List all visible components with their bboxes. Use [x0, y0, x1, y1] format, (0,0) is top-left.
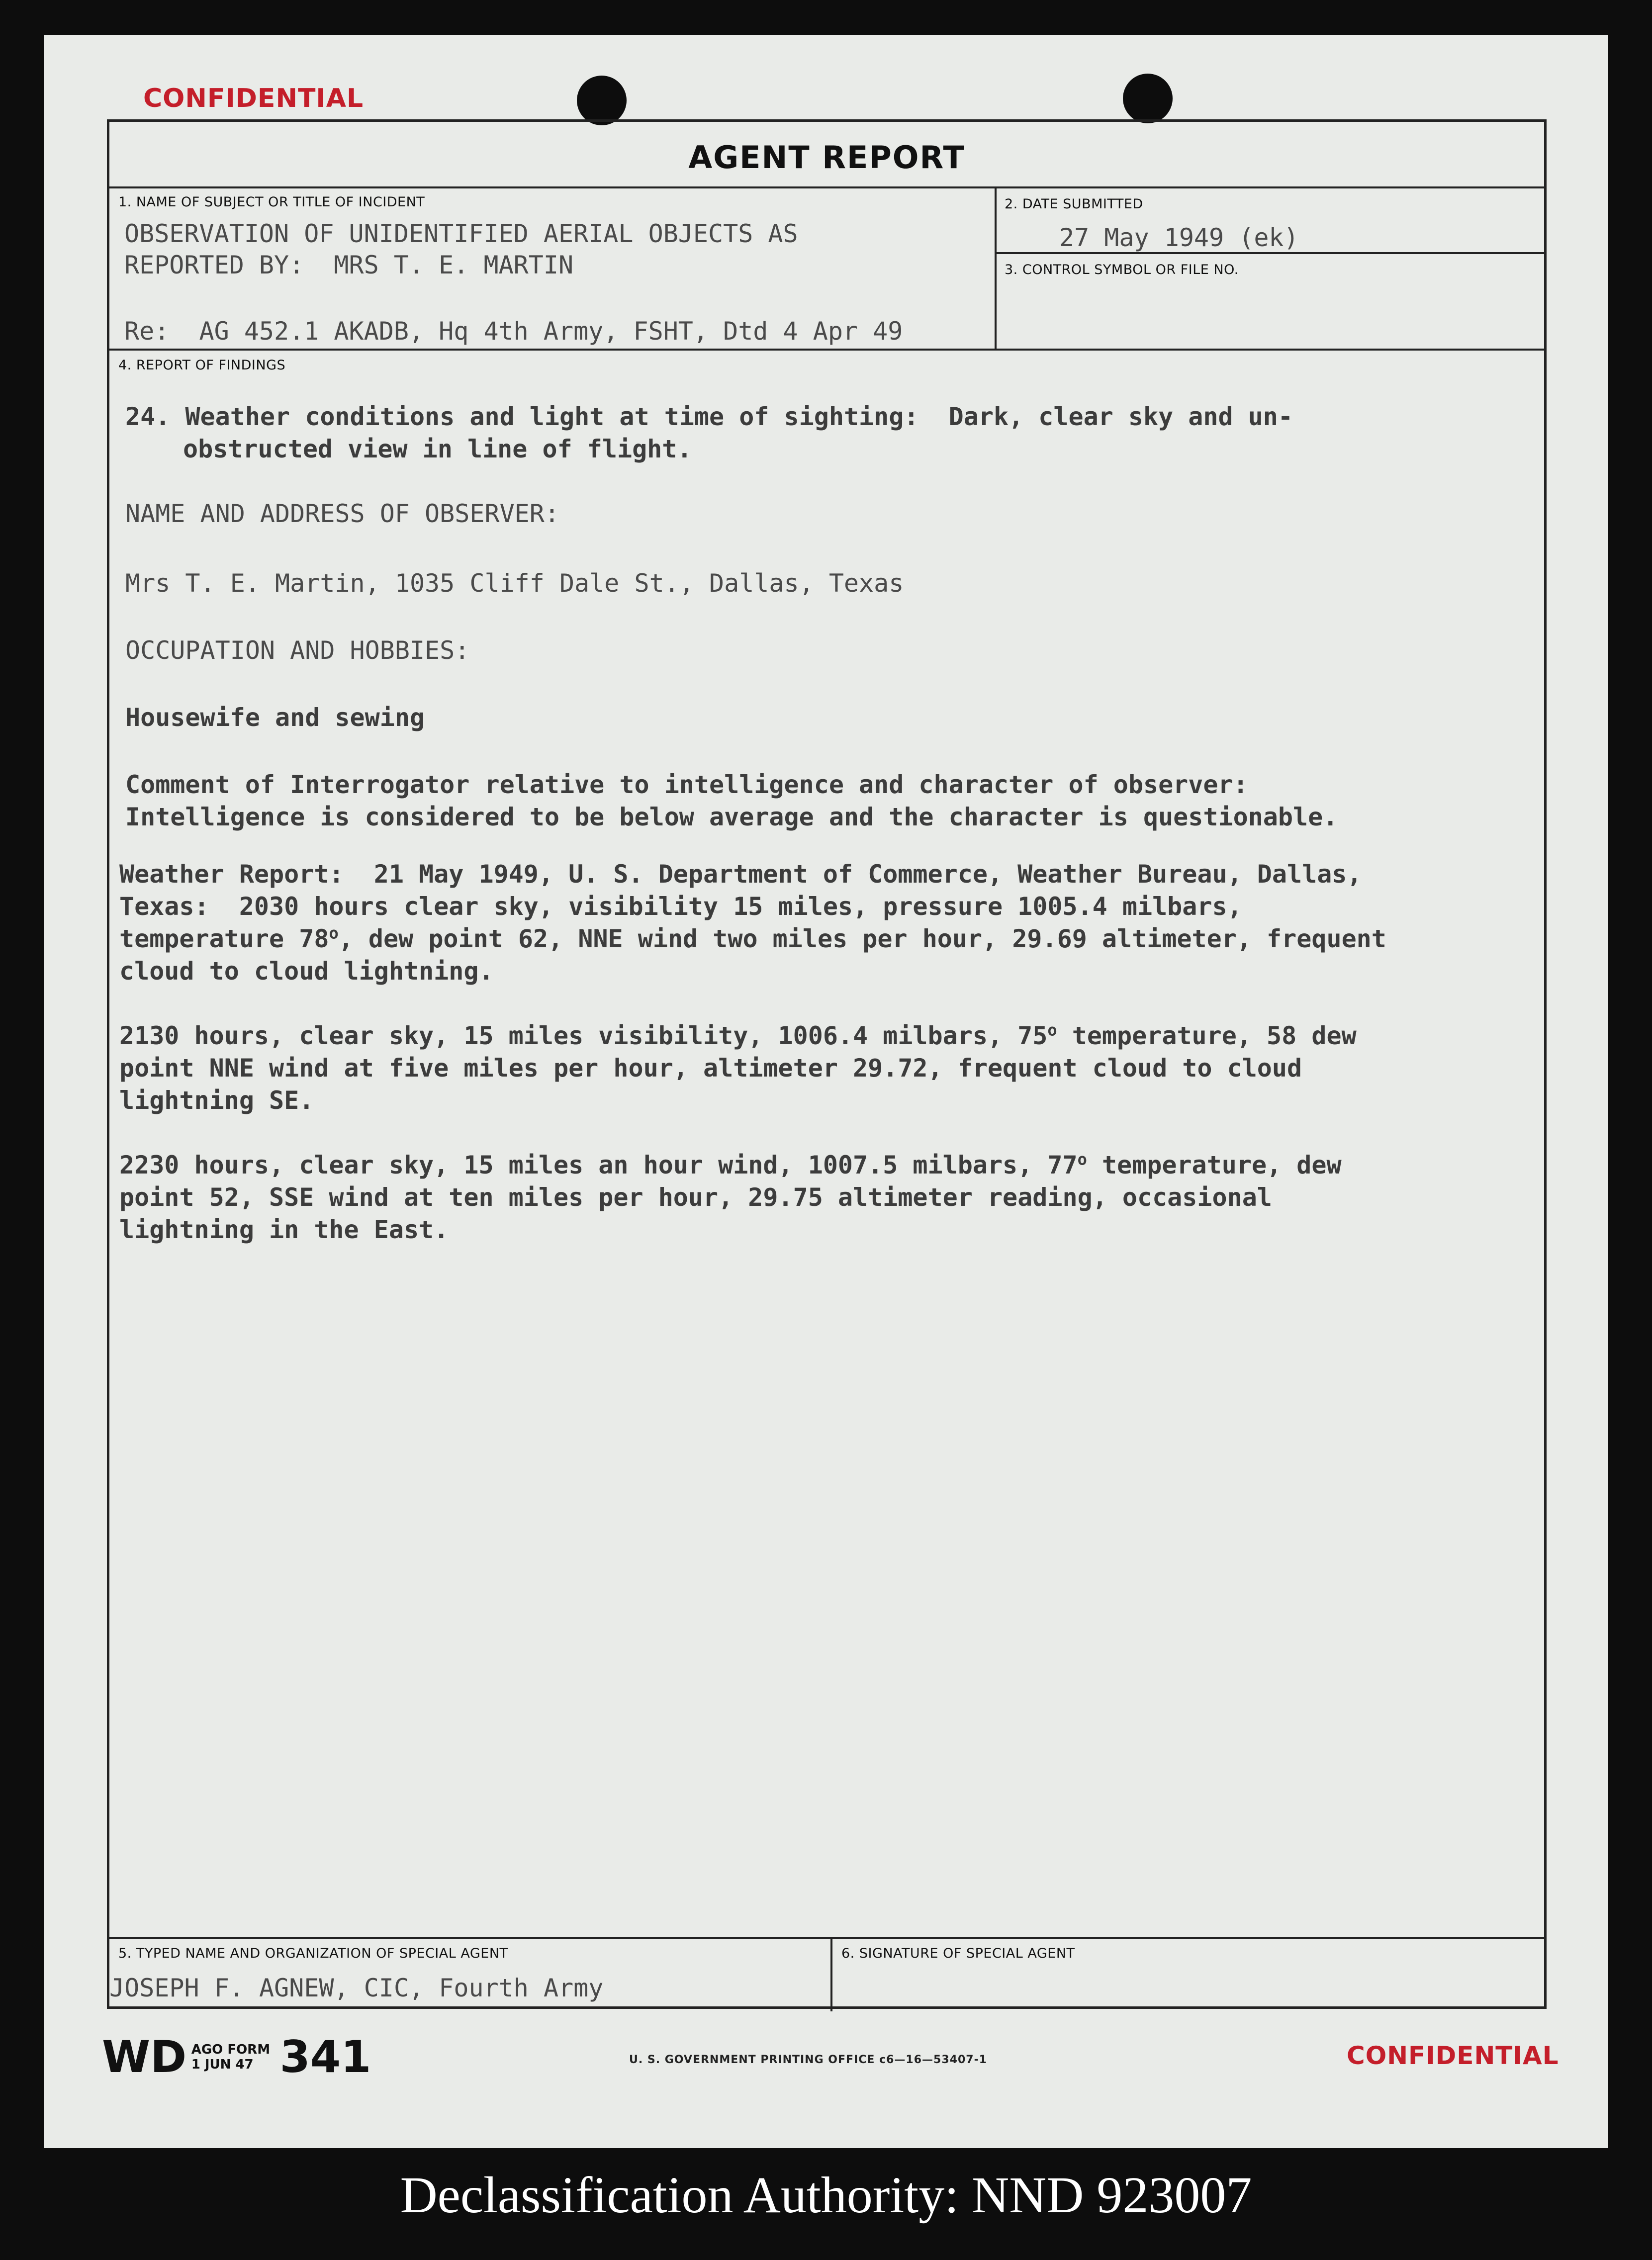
rule-above-findings — [109, 349, 1544, 351]
wd-mark: WD — [102, 2031, 187, 2082]
observer-name-address: Mrs T. E. Martin, 1035 Cliff Dale St., Dallas, Texas — [125, 569, 904, 598]
findings-item-24-line-2: obstructed view in line of flight. — [183, 435, 692, 463]
weather-line-2: Texas: 2030 hours clear sky, visibility 15 miles, pressure 1005.4 milbars, — [119, 892, 1242, 921]
form-title: AGENT REPORT — [688, 139, 965, 176]
confidential-stamp-bottom: CONFIDENTIAL — [1347, 2041, 1559, 2070]
subject-reference: Re: AG 452.1 AKADB, Hq 4th Army, FSHT, Dtd 4 Apr 49 — [124, 317, 903, 346]
ago-form-date: AGO FORM 1 JUN 47 — [191, 2042, 271, 2072]
weather-line-3: temperature 78$^o$, dew point 62, NNE wind two miles per hour, 29.69 altimeter, frequent — [119, 923, 1386, 953]
comment-line-2: Intelligence is considered to be below average and the character is questionable. — [125, 803, 1338, 831]
weather-2230-line-3: lightning in the East. — [119, 1215, 449, 1244]
special-agent-name: JOSEPH F. AGNEW, CIC, Fourth Army — [109, 1974, 604, 2002]
weather-2230-line-1: 2230 hours, clear sky, 15 miles an hour wind, 1007.5 milbars, 77$^o$ temperature, dew — [119, 1150, 1342, 1179]
rule-above-agent — [109, 1937, 1544, 1939]
date-submitted-value: 27 May 1949 (ek) — [1059, 223, 1299, 252]
label-special-agent-name: 5. TYPED NAME AND ORGANIZATION OF SPECIAL AGENT — [118, 1946, 508, 1961]
form-number-block — [102, 2031, 371, 2082]
heading-observer: NAME AND ADDRESS OF OBSERVER: — [125, 499, 559, 528]
subject-line-1: OBSERVATION OF UNIDENTIFIED AERIAL OBJECTS AS — [124, 219, 798, 248]
confidential-stamp-top: CONFIDENTIAL — [143, 84, 364, 113]
punch-hole-left — [577, 76, 627, 125]
heading-occupation: OCCUPATION AND HOBBIES: — [125, 636, 470, 665]
label-report-findings: 4. REPORT OF FINDINGS — [118, 358, 286, 373]
findings-item-24-line-1: 24. Weather conditions and light at time of sighting: Dark, clear sky and un- — [125, 402, 1293, 431]
label-subject: 1. NAME OF SUBJECT OR TITLE OF INCIDENT — [118, 194, 425, 210]
label-control-symbol: 3. CONTROL SYMBOL OR FILE NO. — [1005, 262, 1239, 277]
form-number: 341 — [279, 2031, 371, 2082]
rule-under-title — [109, 186, 1544, 188]
rule-header-divider — [995, 186, 997, 351]
weather-2130-line-3: lightning SE. — [119, 1086, 314, 1115]
punch-hole-right — [1123, 74, 1173, 123]
weather-2230-line-2: point 52, SSE wind at ten miles per hour, 29.75 altimeter reading, occasional — [119, 1183, 1272, 1212]
weather-line-1: Weather Report: 21 May 1949, U. S. Department of Commerce, Weather Bureau, Dallas, — [119, 860, 1362, 889]
agent-report-form — [107, 119, 1547, 2009]
label-signature: 6. SIGNATURE OF SPECIAL AGENT — [841, 1946, 1075, 1961]
weather-line-4: cloud to cloud lightning. — [119, 957, 494, 986]
declassification-authority: Declassification Authority: NND 923007 — [400, 2167, 1252, 2224]
label-date-submitted: 2. DATE SUBMITTED — [1005, 196, 1143, 212]
rule-agent-divider — [830, 1937, 832, 2011]
printing-office-line: U. S. GOVERNMENT PRINTING OFFICE c6—16—53407-1 — [629, 2054, 988, 2066]
comment-line-1: Comment of Interrogator relative to intelligence and character of observer: — [125, 770, 1248, 799]
occupation-value: Housewife and sewing — [125, 703, 425, 732]
subject-line-2: REPORTED BY: MRS T. E. MARTIN — [124, 251, 574, 279]
weather-2130-line-1: 2130 hours, clear sky, 15 miles visibility, 1006.4 milbars, 75$^o$ temperature, 58 dew — [119, 1020, 1357, 1050]
weather-2130-line-2: point NNE wind at five miles per hour, altimeter 29.72, frequent cloud to cloud — [119, 1054, 1302, 1083]
